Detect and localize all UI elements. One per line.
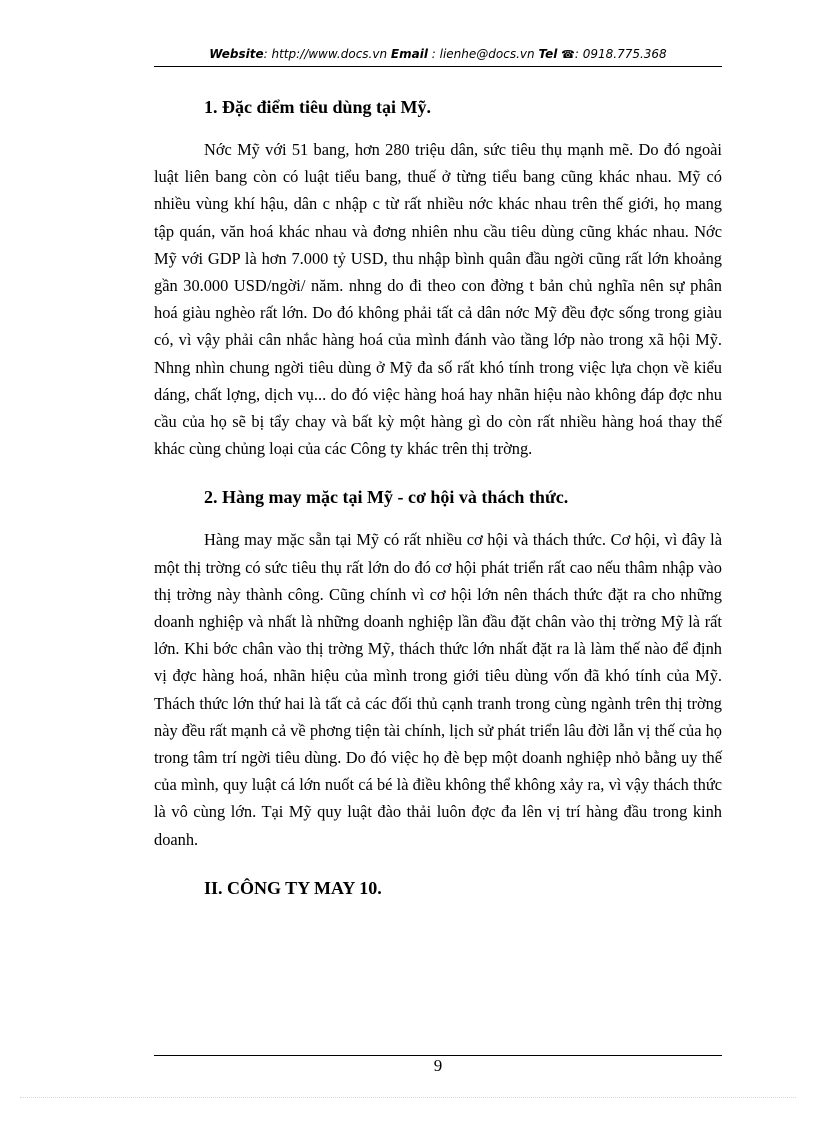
phone-icon: ☎ (561, 48, 575, 61)
page-number: 9 (433, 1056, 443, 1075)
tel-label: Tel (538, 47, 558, 61)
page-header (154, 44, 722, 67)
section-heading-consumer-traits: 1. Đặc điểm tiêu dùng tại Mỹ. (204, 97, 431, 117)
page-bottom-divider (20, 1097, 796, 1098)
section-heading-company: II. CÔNG TY MAY 10. (204, 877, 382, 898)
email-label: Email (390, 47, 428, 61)
website-label: Website (209, 47, 264, 61)
email-address[interactable]: : lienhe@docs.vn (431, 47, 535, 61)
paragraph-garment-opportunities: Hàng may mặc sẵn tại Mỹ có rất nhiều cơ hội và thách thức. Cơ hội, vì đây là một thị trờng có sức tiêu thụ rất lớn do đó cơ hội phát triển rất cao nếu thâm nhập vào thị trờng này thành công. Cũng chính vì cơ hội lớn nên thách thức đặt ra cho những doanh nghiệp và nhất là những doanh nghiệp lần đầu đặt chân vào thị trờng Mỹ là rất lớn. Khi bớc chân vào thị trờng Mỹ, thách thức lớn nhất đặt ra là làm thế nào để định vị đợc hàng hoá, nhãn hiệu của mình trong giới tiêu dùng vốn đã khó tính của Mỹ. Thách thức lớn thứ hai là tất cả các đối thủ cạnh tranh trong cùng ngành trên thị trờng này đều rất mạnh cả về phơng tiện tài chính, lịch sử phát triển lâu đời lẫn vị thế của họ trong tâm trí ngời tiêu dùng. Do đó việc họ đè bẹp một doanh nghiệp nhỏ bằng uy thế của mình, quy luật cá lớn nuốt cá bé là điều không thể không xảy ra, vì vậy thách thức là vô cùng lớn. Tại Mỹ quy luật đào thải luôn đợc đa lên vị trí hàng đầu trong kinh doanh. (154, 530, 722, 849)
paragraph-consumer-traits: Nớc Mỹ với 51 bang, hơn 280 triệu dân, sức tiêu thụ mạnh mẽ. Do đó ngoài luật liên bang còn có luật tiểu bang, thuế ở từng tiểu bang cũng khác nhau. Mỹ có nhiều vùng khí hậu, dân c nhập c từ rất nhiều nớc khác nhau trên thế giới, họ mang tập quán, văn hoá khác nhau và đơng nhiên nhu cầu tiêu dùng cũng khác nhau. Nớc Mỹ với GDP là hơn 7.000 tỷ USD, thu nhập bình quân đầu ngời cũng rất lớn khoảng gần 30.000 USD/ngời/ năm. nhng do đi theo con đờng t bản chủ nghĩa nên sự phân hoá giàu nghèo rất lớn. Do đó không phải tất cả dân nớc Mỹ đều đợc sống trong giàu có, vì vậy phải cân nhắc hàng hoá của mình đánh vào tầng lớp nào trong xã hội Mỹ. Nhng nhìn chung ngời tiêu dùng ở Mỹ đa số rất khó tính trong việc lựa chọn về kiểu dáng, chất lợng, dịch vụ... do đó việc hàng hoá hay nhãn hiệu nào không đáp đợc nhu cầu của họ sẽ bị tẩy chay và bất kỳ một hàng gì do còn rất nhiều hàng hoá thay thế khác cùng chủng loại của các Công ty khác trên thị trờng. (154, 140, 722, 459)
website-url[interactable]: : http://www.docs.vn (263, 47, 388, 61)
page-content (154, 94, 722, 901)
section-heading-garment-opportunities: 2. Hàng may mặc tại Mỹ - cơ hội và thách thức. (204, 487, 569, 508)
tel-number: : 0918.775.368 (574, 47, 667, 61)
